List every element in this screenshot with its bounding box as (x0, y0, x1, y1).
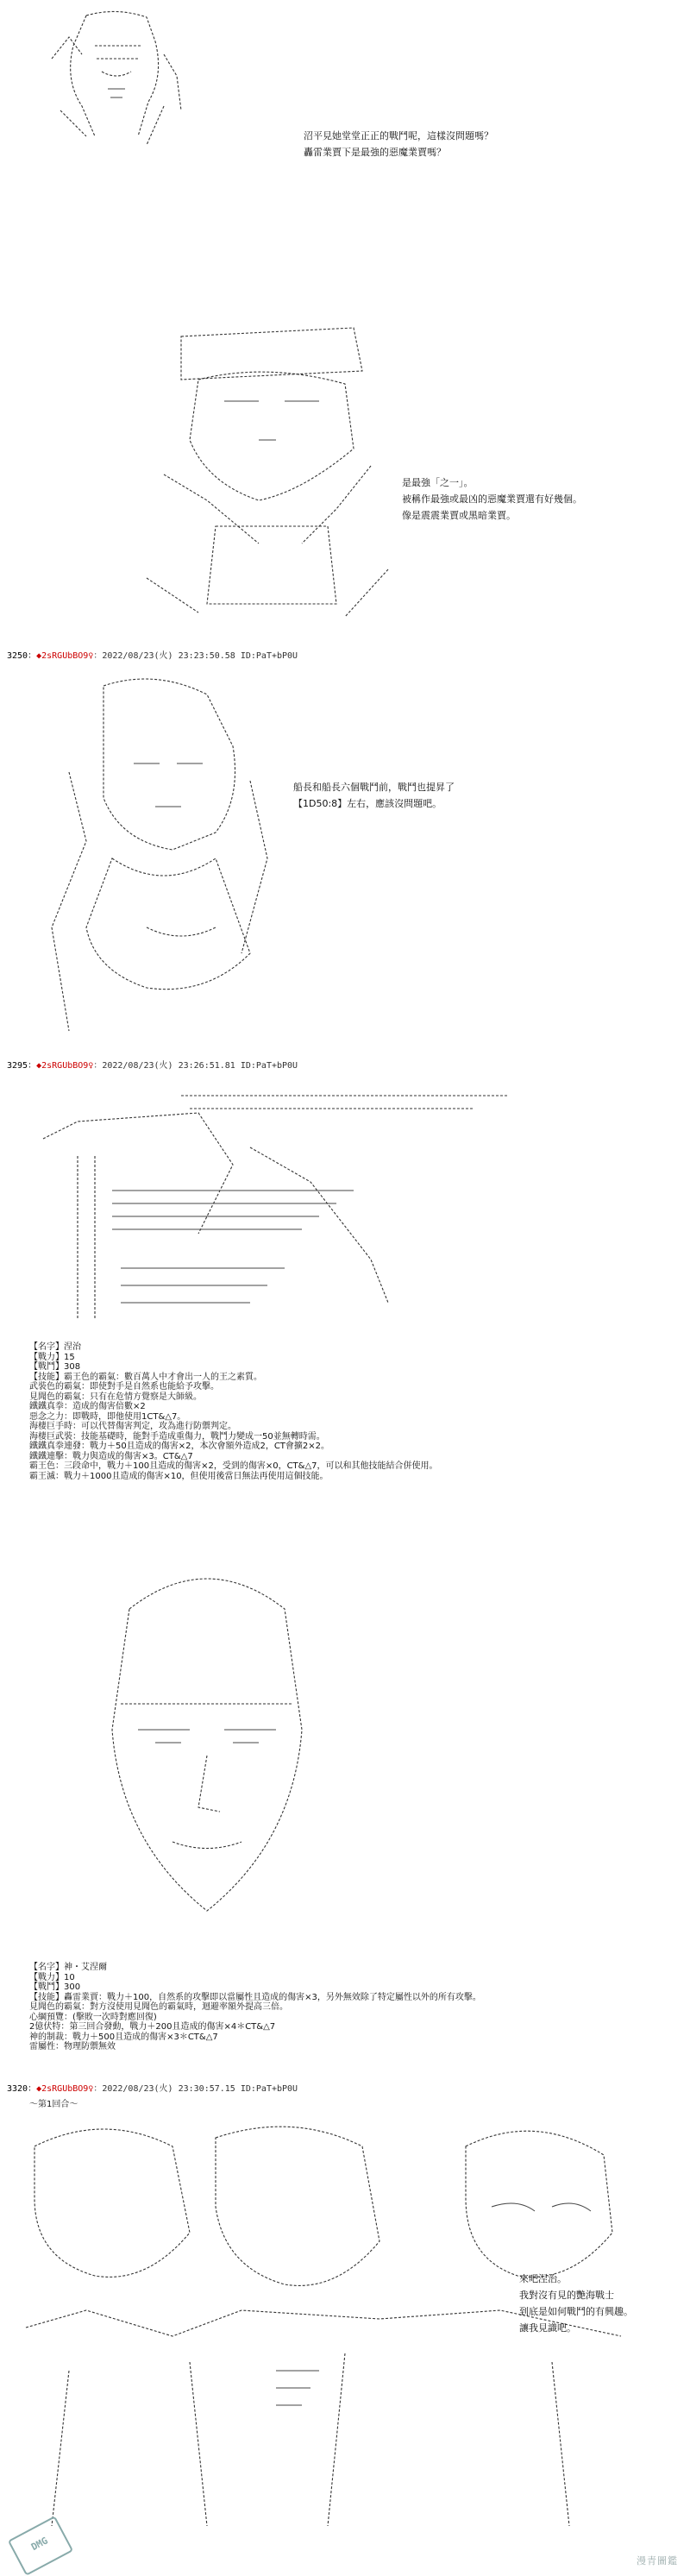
post-number: 3295： (7, 1061, 37, 1071)
dialogue-line: 是最強「之一」。 (402, 477, 474, 488)
panel-3 (0, 643, 690, 1048)
stat-line: 【名字】神・艾涅爾 (29, 1963, 107, 1972)
stat-line: 鐵鐵連擊：戰力與造成的傷害×3。CT&△7 (29, 1451, 193, 1461)
stat-line: 【戰力】10 (29, 1972, 75, 1982)
post-timestamp: ：2022/08/23(火) 23:26:51.81 ID:PaT+bP0U (93, 1061, 298, 1071)
post-trip: ◆2sRGUbBO9♀ (36, 1061, 94, 1071)
stat-line: 海棲巨手時：可以代替傷害判定，攻為進行防禦判定。 (29, 1422, 236, 1431)
post-header (7, 648, 298, 661)
ascii-art-figure-5 (69, 1557, 345, 1928)
post-number: 3320： (7, 2084, 37, 2094)
ascii-art-figure-2 (129, 319, 414, 630)
dialogue-6 (519, 2271, 633, 2336)
stat-line: 【戰力】15 (29, 1352, 75, 1362)
site-logo: DMG (8, 2516, 73, 2576)
stat-line: 見聞色的霸氣：只有在危情方覺察是大師級。 (29, 1392, 202, 1402)
dialogue-1 (304, 128, 493, 160)
panel-6 (0, 2077, 690, 2576)
dialogue-line: 轟雷業賈下是最強的惡魔業賈嗎？ (304, 147, 446, 158)
dialogue-line: 像是震震業賈或黑暗業賈。 (402, 510, 516, 521)
round-label: ～第1回合～ (29, 2100, 78, 2109)
dialogue-line: 被稱作最強或最凶的惡魔業賈還有好幾個。 (402, 493, 582, 505)
post-trip: ◆2sRGUbBO9♀ (36, 651, 94, 661)
post-header (7, 2081, 298, 2094)
dialogue-line: 到底是如何戰鬥的有興趣。 (519, 2306, 633, 2317)
stat-line: 霸王色：三段命中，戰力＋100且造成的傷害×2，受到的傷害×0，CT&△7，可以和其他技能結合併使用。 (29, 1461, 438, 1471)
post-timestamp: ：2022/08/23(火) 23:23:50.58 ID:PaT+bP0U (93, 651, 298, 661)
stat-line: 鐵鐵真拳連發：戰力＋50且造成的傷害×2，本次會額外造成2，CT會擴2×2。 (29, 1442, 330, 1451)
stat-line: 心綱預覽：(擊敗一次時對應回復) (29, 2012, 157, 2022)
stats-block-zoro (29, 1342, 438, 1481)
stat-line: 見聞色的霸氣：對方沒使用見聞色的霸氣時，迴避率額外提高三倍。 (29, 2002, 288, 2012)
post-timestamp: ：2022/08/23(火) 23:30:57.15 ID:PaT+bP0U (93, 2084, 298, 2094)
dialogue-line: 我對沒有見的艷海戰士 (519, 2290, 614, 2301)
ascii-art-figure-3 (34, 669, 276, 1040)
stats-block-enel (29, 1963, 481, 2052)
stat-line: 【技能】霸王色的霸氣：數百萬人中才會出一人的王之素質。 (29, 1372, 262, 1382)
panel-1 (0, 0, 690, 158)
dialogue-2 (402, 474, 582, 524)
watermark: 漫青圖鑑 (637, 2555, 678, 2567)
dialogue-line: 沼平見她堂堂正正的戰鬥呢，這樣沒問題嗎？ (304, 130, 493, 141)
stat-line: 【戰鬥】308 (29, 1362, 81, 1372)
stat-line: 【戰鬥】300 (29, 1982, 81, 1992)
dialogue-line: 讓我見識吧。 (519, 2322, 576, 2334)
dialogue-line: 【1D50:8】左右，應該沒問題吧。 (293, 798, 442, 809)
post-number: 3250： (7, 651, 37, 661)
stat-line: 【名字】涅治 (29, 1342, 81, 1352)
stat-line: 霸王滅：戰力＋1000且造成的傷害×10，但使用後當日無法再使用這個技能。 (29, 1471, 329, 1481)
post-header (7, 1058, 298, 1071)
panel-4 (0, 1052, 690, 1553)
panel-5 (0, 1557, 690, 2075)
dialogue-line: 船長和船長六個戰鬥前，戰鬥也提昇了 (293, 782, 455, 793)
stat-line: 【技能】轟雷業賈：戰力＋100，自然系的攻擊即以當屬性且造成的傷害×3，另外無效除了特定屬性以外的所有攻擊。 (29, 1992, 481, 2002)
stat-line: 神的制裁：戰力＋500且造成的傷害×3＊CT&△7 (29, 2032, 218, 2042)
stat-line: 雷屬性：物理防禦無效 (29, 2042, 116, 2051)
dialogue-3 (293, 779, 455, 812)
ascii-art-figure-1 (34, 7, 190, 149)
panel-2 (0, 319, 690, 638)
stat-line: 2億伏特：第三回合發動，戰力＋200且造成的傷害×4＊CT&△7 (29, 2022, 276, 2032)
dialogue-line: 來吧涅治。 (519, 2273, 567, 2284)
stat-line: 惡念之力：即戰時，即他使用1CT&△7。 (29, 1411, 186, 1422)
stat-line: 鐵鐵真拳：造成的傷害倍數×2 (29, 1402, 146, 1411)
ascii-art-figure-4 (26, 1078, 543, 1337)
stat-line: 武裝色的霸氣：即使對手是自然系也能給予攻擊。 (29, 1382, 219, 1392)
post-trip: ◆2sRGUbBO9♀ (36, 2084, 94, 2094)
stat-line: 海棲巨武裝：技能基礎時，能對手造成重傷力，戰鬥力變成一50並無轉時需。 (29, 1431, 325, 1442)
